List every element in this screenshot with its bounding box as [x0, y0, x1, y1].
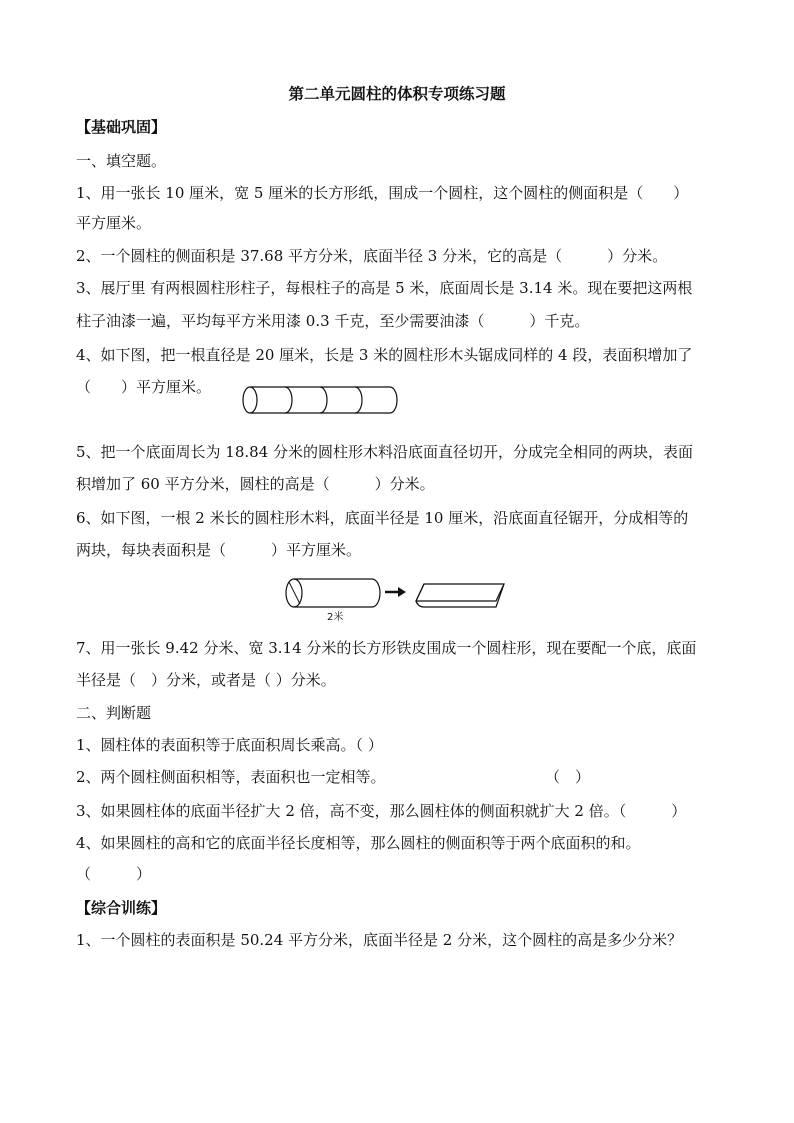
question-1-line-1: 1、用一张长 10 厘米，宽 5 厘米的长方形纸，围成一个圆柱，这个圆柱的侧面积是（ ）	[76, 184, 689, 202]
question-4-line-1: 4、如下图，把一根直径是 20 厘米，长是 3 米的圆柱形木头锯成同样的 4 段，表面积增加了	[76, 346, 693, 364]
half-cylinder-base	[416, 584, 504, 607]
cut-line-3	[355, 387, 362, 413]
section-basic: 【基础巩固】	[76, 118, 167, 136]
judgment-2-answer: （ ）	[545, 768, 591, 786]
cut-line-1	[285, 387, 292, 413]
question-7-line-2: 半径是（ ）分米，或者是（ ）分米。	[76, 671, 336, 689]
cut-line-2	[320, 387, 327, 413]
half-cylinder-top	[416, 584, 504, 601]
question-4-line-2: （ ）平方厘米。	[76, 378, 212, 396]
judgment-1: 1、圆柱体的表面积等于底面积周长乘高。（ ）	[76, 736, 383, 754]
right-arrow-icon	[398, 587, 406, 597]
page-title: 第二单元圆柱的体积专项练习题	[288, 84, 506, 103]
question-5-line-1: 5、把一个底面周长为 18.84 分米的圆柱形木料沿底面直径切开，分成完全相同的两块，表面	[76, 443, 694, 461]
judgment-4-line-2: （ ）	[76, 865, 152, 883]
cylinder-split-figure	[282, 574, 512, 622]
question-6-line-2: 两块，每块表面积是（ ）平方厘米。	[76, 541, 362, 559]
part-true-false: 二、判断题	[76, 704, 152, 722]
judgment-3: 3、如果圆柱体的底面半径扩大 2 倍，高不变，那么圆柱体的侧面积就扩大 2 倍。（ ）	[76, 802, 687, 820]
question-3-line-1: 3、展厅里 有两根圆柱形柱子，每根柱子的高是 5 米，底面周长是 3.14 米。现在要把这两根	[76, 279, 693, 297]
question-3-line-2: 柱子油漆一遍，平均每平方米用漆 0.3 千克，至少需要油漆（ ）千克。	[76, 312, 590, 330]
question-2: 2、一个圆柱的侧面积是 37.68 平方分米，底面半径 3 分米，它的高是（ ）分米。	[76, 247, 668, 265]
half-cylinder-edge	[416, 584, 424, 601]
split-diameter-line	[289, 582, 300, 604]
split-cylinder-body	[294, 579, 380, 607]
figure-length-label: 2米	[327, 612, 344, 622]
question-7-line-1: 7、用一张长 9.42 分米、宽 3.14 分米的长方形铁皮围成一个圆柱形，现在要配一个底，底面	[76, 639, 697, 657]
section-comprehensive: 【综合训练】	[76, 899, 167, 917]
question-1-line-2: 平方厘米。	[76, 214, 152, 232]
comprehensive-question-1: 1、一个圆柱的表面积是 50.24 平方分米，底面半径是 2 分米，这个圆柱的高是多少分米？	[76, 931, 683, 949]
judgment-4-line-1: 4、如果圆柱的高和它的底面半径长度相等，那么圆柱的侧面积等于两个底面积的和。	[76, 834, 641, 852]
cylinder-segments-figure	[240, 385, 404, 415]
question-6-line-1: 6、如下图，一根 2 米长的圆柱形木料，底面半径是 10 厘米，沿底面直径锯开，分成相等的	[76, 509, 689, 527]
question-5-line-2: 积增加了 60 平方分米，圆柱的高是（ ）分米。	[76, 475, 435, 493]
cylinder-body	[250, 387, 397, 413]
part-fill-in: 一、填空题。	[76, 152, 167, 170]
cylinder-left-end	[243, 387, 257, 413]
judgment-2: 2、两个圆柱侧面积相等，表面积也一定相等。	[76, 768, 386, 786]
